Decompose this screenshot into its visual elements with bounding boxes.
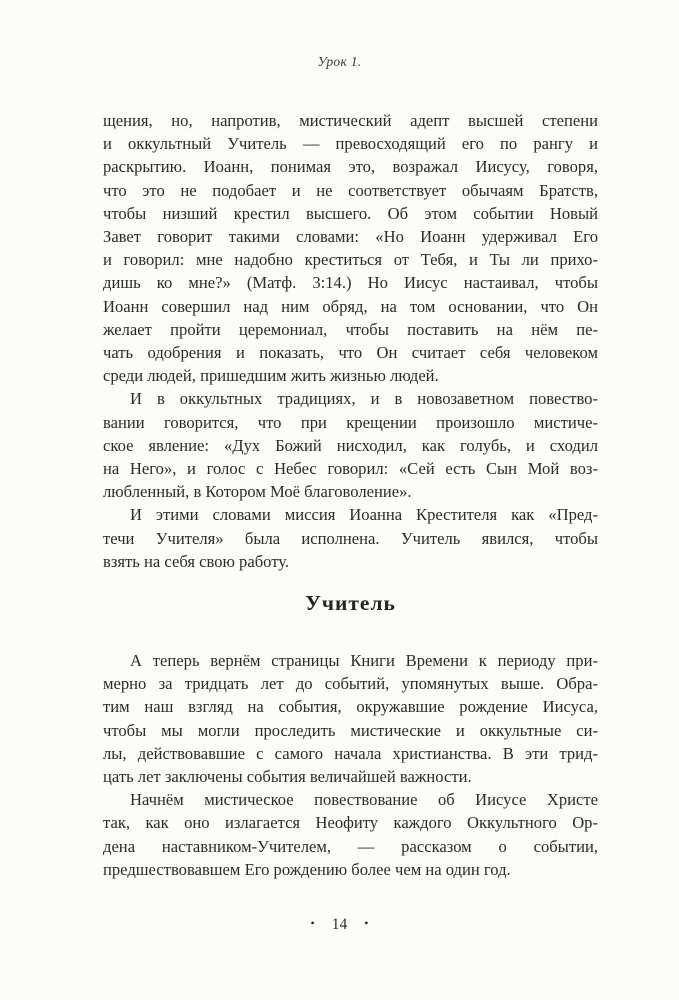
running-header: Урок 1. xyxy=(317,54,362,69)
paragraph-2 xyxy=(103,387,598,503)
text-line: щения, но, напротив, мистический адепт высшей степени xyxy=(103,111,598,130)
text-line: любленный, в Котором Моё благоволение». xyxy=(103,482,412,502)
text-line: так, как оно излагается Неофиту каждого Оккультного Ор- xyxy=(103,813,598,833)
text-line: дена наставником-Учителем, — рассказом о событии, xyxy=(103,836,598,856)
text-line: чать одобрения и показать, что Он считает себя человеком xyxy=(103,343,598,363)
text-line: на Него», и голос с Небес говорил: «Сей есть Сын Мой воз- xyxy=(103,459,598,479)
text-line: Начнём мистическое повествование об Иисусе Христе xyxy=(130,790,598,810)
text-line: чтобы низший крестил высшего. Об этом событии Новый xyxy=(103,203,598,223)
paragraph-1 xyxy=(103,109,598,387)
text-line: мерно за тридцать лет до событий, упомянутых выше. Обра- xyxy=(103,674,598,694)
text-line: взять на себя свою работу. xyxy=(103,551,290,571)
text-line: вании говорится, что при крещении произошло мистиче- xyxy=(103,412,598,432)
text-line: среди людей, пришедшим жить жизнью людей. xyxy=(103,366,439,386)
text-line: предшествовавшем Его рождению более чем на один год. xyxy=(103,859,511,879)
footer-bullet-icon: • xyxy=(310,916,315,930)
text-line: дишь ко мне?» (Матф. 3:14.) Но Иисус настаивал, чтобы xyxy=(103,273,598,293)
heading-spacer xyxy=(103,625,598,649)
page-footer xyxy=(0,916,679,934)
text-line: лы, действовавшие с самого начала христианства. В эти трид- xyxy=(103,743,598,763)
paragraph-5 xyxy=(103,788,598,881)
text-column xyxy=(103,109,598,881)
text-line: чтобы мы могли проследить мистические и оккультные си- xyxy=(103,720,598,740)
page-number: 14 xyxy=(331,916,348,933)
text-line: Иоанн совершил над ним обряд, на том основании, что Он xyxy=(103,296,598,316)
text-line: и говорил: мне надобно креститься от Тебя, и Ты ли прихо- xyxy=(103,250,598,270)
text-line: Завет говорит такими словами: «Но Иоанн удерживал Его xyxy=(103,227,598,247)
paragraph-4 xyxy=(103,649,598,788)
text-line: А теперь вернём страницы Книги Времени к периоду при- xyxy=(130,651,598,671)
text-line: цать лет заключены события величайшей важности. xyxy=(103,767,472,787)
section-heading: Учитель xyxy=(305,591,396,616)
text-line: тим наш взгляд на события, окружавшие рождение Иисуса, xyxy=(103,697,598,717)
text-line: желает пройти церемониал, чтобы поставить на нём пе- xyxy=(103,319,598,339)
text-line: И в оккультных традициях, и в новозаветном повество- xyxy=(130,389,598,409)
text-line: И этими словами миссия Иоанна Крестителя как «Пред- xyxy=(130,505,598,525)
text-line: и оккультный Учитель — превосходящий его по рангу и xyxy=(103,134,598,154)
text-line: что это не подобает и не соответствует обычаям Братств, xyxy=(103,180,598,200)
text-line: ское явление: «Дух Божий нисходил, как голубь, и сходил xyxy=(103,435,598,455)
text-line: течи Учителя» была исполнена. Учитель явился, чтобы xyxy=(103,528,598,548)
text-line: раскрытию. Иоанн, понимая это, возражал Иисусу, говоря, xyxy=(103,157,598,177)
footer-bullet-icon: • xyxy=(364,916,369,930)
paragraph-3 xyxy=(103,503,598,573)
